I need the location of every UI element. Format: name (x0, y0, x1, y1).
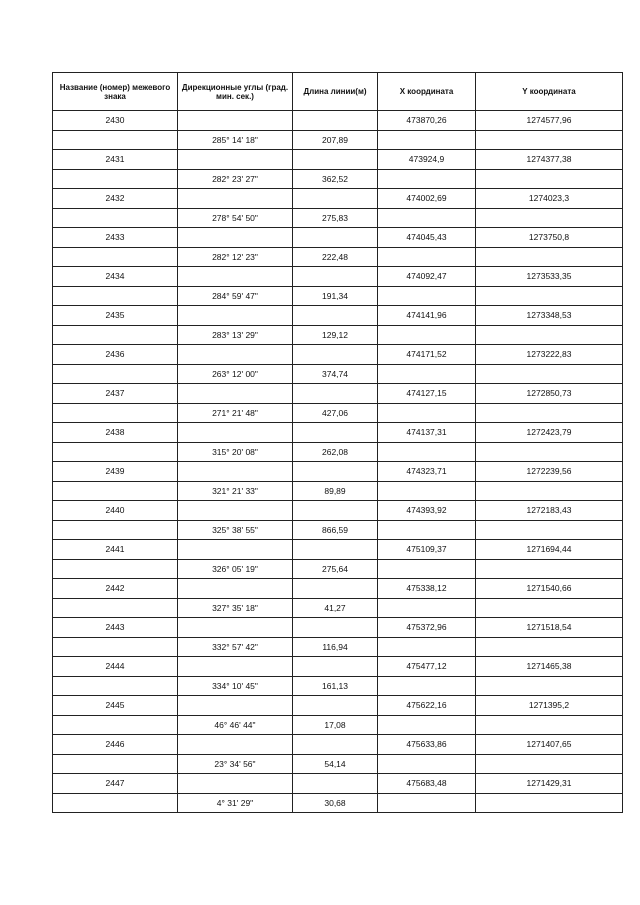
empty-x-cell (378, 130, 476, 150)
y-coordinate-cell: 1272850,73 (476, 384, 623, 404)
empty-y-cell (476, 364, 623, 384)
x-coordinate-cell: 474092,47 (378, 267, 476, 287)
empty-angle-cell (178, 657, 293, 677)
point-name-cell: 2444 (53, 657, 178, 677)
empty-x-cell (378, 676, 476, 696)
line-length-cell: 222,48 (293, 247, 378, 267)
x-coordinate-cell: 475109,37 (378, 540, 476, 560)
empty-x-cell (378, 559, 476, 579)
table-row-segment (53, 481, 623, 501)
empty-y-cell (476, 754, 623, 774)
empty-name-cell (53, 364, 178, 384)
empty-angle-cell (178, 540, 293, 560)
empty-y-cell (476, 247, 623, 267)
empty-name-cell (53, 559, 178, 579)
direction-angle-cell: 332° 57' 42" (178, 637, 293, 657)
empty-x-cell (378, 793, 476, 813)
direction-angle-cell: 46° 46' 44" (178, 715, 293, 735)
empty-angle-cell (178, 735, 293, 755)
y-coordinate-cell: 1273533,35 (476, 267, 623, 287)
y-coordinate-cell: 1272239,56 (476, 462, 623, 482)
x-coordinate-cell: 474393,92 (378, 501, 476, 521)
table-row-point (53, 735, 623, 755)
x-coordinate-cell: 475683,48 (378, 774, 476, 794)
point-name-cell: 2446 (53, 735, 178, 755)
table-row-segment (53, 325, 623, 345)
empty-length-cell (293, 228, 378, 248)
point-name-cell: 2433 (53, 228, 178, 248)
empty-length-cell (293, 111, 378, 131)
line-length-cell: 41,27 (293, 598, 378, 618)
empty-length-cell (293, 345, 378, 365)
empty-y-cell (476, 715, 623, 735)
empty-name-cell (53, 676, 178, 696)
direction-angle-cell: 283° 13' 29" (178, 325, 293, 345)
table-row-segment (53, 403, 623, 423)
empty-length-cell (293, 267, 378, 287)
direction-angle-cell: 23° 34' 56" (178, 754, 293, 774)
table-row-segment (53, 676, 623, 696)
empty-y-cell (476, 442, 623, 462)
line-length-cell: 427,06 (293, 403, 378, 423)
line-length-cell: 30,68 (293, 793, 378, 813)
x-coordinate-cell: 474137,31 (378, 423, 476, 443)
empty-y-cell (476, 598, 623, 618)
y-coordinate-cell: 1271540,66 (476, 579, 623, 599)
table-row-point (53, 657, 623, 677)
empty-name-cell (53, 325, 178, 345)
empty-y-cell (476, 481, 623, 501)
line-length-cell: 275,64 (293, 559, 378, 579)
empty-length-cell (293, 189, 378, 209)
empty-x-cell (378, 715, 476, 735)
direction-angle-cell: 284° 59' 47" (178, 286, 293, 306)
line-length-cell: 89,89 (293, 481, 378, 501)
empty-name-cell (53, 208, 178, 228)
direction-angle-cell: 282° 23' 27" (178, 169, 293, 189)
empty-x-cell (378, 481, 476, 501)
empty-x-cell (378, 754, 476, 774)
x-coordinate-cell: 473870,26 (378, 111, 476, 131)
point-name-cell: 2435 (53, 306, 178, 326)
empty-x-cell (378, 247, 476, 267)
table-row-point (53, 579, 623, 599)
x-coordinate-cell: 474045,43 (378, 228, 476, 248)
point-name-cell: 2442 (53, 579, 178, 599)
x-coordinate-cell: 474002,69 (378, 189, 476, 209)
empty-x-cell (378, 637, 476, 657)
point-name-cell: 2443 (53, 618, 178, 638)
x-coordinate-cell: 474323,71 (378, 462, 476, 482)
empty-angle-cell (178, 423, 293, 443)
empty-angle-cell (178, 579, 293, 599)
table-row-segment (53, 130, 623, 150)
empty-name-cell (53, 481, 178, 501)
x-coordinate-cell: 475372,96 (378, 618, 476, 638)
direction-angle-cell: 325° 38' 55" (178, 520, 293, 540)
direction-angle-cell: 285° 14' 18" (178, 130, 293, 150)
empty-y-cell (476, 676, 623, 696)
empty-name-cell (53, 754, 178, 774)
empty-name-cell (53, 286, 178, 306)
point-name-cell: 2441 (53, 540, 178, 560)
point-name-cell: 2438 (53, 423, 178, 443)
direction-angle-cell: 4° 31' 29" (178, 793, 293, 813)
table-row-point (53, 267, 623, 287)
empty-x-cell (378, 442, 476, 462)
empty-name-cell (53, 715, 178, 735)
point-name-cell: 2447 (53, 774, 178, 794)
header-line-length: Длина линии(м) (293, 73, 378, 111)
table-row-point (53, 501, 623, 521)
x-coordinate-cell: 475477,12 (378, 657, 476, 677)
empty-length-cell (293, 618, 378, 638)
empty-length-cell (293, 735, 378, 755)
y-coordinate-cell: 1271407,65 (476, 735, 623, 755)
line-length-cell: 207,89 (293, 130, 378, 150)
empty-angle-cell (178, 696, 293, 716)
x-coordinate-cell: 475622,16 (378, 696, 476, 716)
empty-x-cell (378, 598, 476, 618)
empty-angle-cell (178, 774, 293, 794)
empty-name-cell (53, 793, 178, 813)
point-name-cell: 2439 (53, 462, 178, 482)
table-row-point (53, 384, 623, 404)
y-coordinate-cell: 1271395,2 (476, 696, 623, 716)
empty-angle-cell (178, 111, 293, 131)
empty-angle-cell (178, 150, 293, 170)
empty-name-cell (53, 442, 178, 462)
table-row-segment (53, 364, 623, 384)
empty-x-cell (378, 364, 476, 384)
y-coordinate-cell: 1271694,44 (476, 540, 623, 560)
empty-y-cell (476, 520, 623, 540)
table-row-point (53, 189, 623, 209)
line-length-cell: 374,74 (293, 364, 378, 384)
point-name-cell: 2436 (53, 345, 178, 365)
empty-y-cell (476, 793, 623, 813)
empty-y-cell (476, 208, 623, 228)
x-coordinate-cell: 475633,86 (378, 735, 476, 755)
x-coordinate-cell: 474127,15 (378, 384, 476, 404)
line-length-cell: 362,52 (293, 169, 378, 189)
table-row-point (53, 540, 623, 560)
x-coordinate-cell: 473924,9 (378, 150, 476, 170)
line-length-cell: 129,12 (293, 325, 378, 345)
table-row-point (53, 345, 623, 365)
empty-length-cell (293, 657, 378, 677)
empty-angle-cell (178, 501, 293, 521)
table-row-segment (53, 169, 623, 189)
line-length-cell: 54,14 (293, 754, 378, 774)
empty-length-cell (293, 501, 378, 521)
y-coordinate-cell: 1272423,79 (476, 423, 623, 443)
table-header-row (53, 73, 623, 111)
y-coordinate-cell: 1273222,83 (476, 345, 623, 365)
empty-length-cell (293, 150, 378, 170)
empty-x-cell (378, 325, 476, 345)
y-coordinate-cell: 1272183,43 (476, 501, 623, 521)
table-row-point (53, 423, 623, 443)
empty-length-cell (293, 540, 378, 560)
table-row-point (53, 150, 623, 170)
point-name-cell: 2434 (53, 267, 178, 287)
empty-y-cell (476, 286, 623, 306)
empty-length-cell (293, 384, 378, 404)
y-coordinate-cell: 1271429,31 (476, 774, 623, 794)
y-coordinate-cell: 1274577,96 (476, 111, 623, 131)
point-name-cell: 2445 (53, 696, 178, 716)
line-length-cell: 17,08 (293, 715, 378, 735)
header-direction-angle: Дирекционные углы (град. мин. сек.) (178, 73, 293, 111)
empty-x-cell (378, 169, 476, 189)
table-row-point (53, 696, 623, 716)
empty-y-cell (476, 325, 623, 345)
table-row-segment (53, 208, 623, 228)
empty-length-cell (293, 774, 378, 794)
empty-y-cell (476, 130, 623, 150)
empty-length-cell (293, 306, 378, 326)
direction-angle-cell: 326° 05' 19" (178, 559, 293, 579)
x-coordinate-cell: 475338,12 (378, 579, 476, 599)
table-row-segment (53, 793, 623, 813)
direction-angle-cell: 282° 12' 23" (178, 247, 293, 267)
empty-angle-cell (178, 462, 293, 482)
point-name-cell: 2431 (53, 150, 178, 170)
line-length-cell: 275,83 (293, 208, 378, 228)
empty-x-cell (378, 286, 476, 306)
table-row-segment (53, 286, 623, 306)
empty-x-cell (378, 403, 476, 423)
direction-angle-cell: 321° 21' 33" (178, 481, 293, 501)
empty-y-cell (476, 169, 623, 189)
empty-angle-cell (178, 306, 293, 326)
empty-name-cell (53, 130, 178, 150)
empty-y-cell (476, 559, 623, 579)
table-row-point (53, 111, 623, 131)
empty-angle-cell (178, 189, 293, 209)
y-coordinate-cell: 1271518,54 (476, 618, 623, 638)
table-row-segment (53, 598, 623, 618)
table-row-segment (53, 520, 623, 540)
direction-angle-cell: 315° 20' 08" (178, 442, 293, 462)
direction-angle-cell: 327° 35' 18" (178, 598, 293, 618)
empty-name-cell (53, 403, 178, 423)
direction-angle-cell: 278° 54' 50" (178, 208, 293, 228)
empty-name-cell (53, 598, 178, 618)
table-row-segment (53, 247, 623, 267)
empty-name-cell (53, 520, 178, 540)
header-x-coordinate: X координата (378, 73, 476, 111)
empty-name-cell (53, 637, 178, 657)
direction-angle-cell: 263° 12' 00" (178, 364, 293, 384)
point-name-cell: 2440 (53, 501, 178, 521)
direction-angle-cell: 271° 21' 48" (178, 403, 293, 423)
y-coordinate-cell: 1273750,8 (476, 228, 623, 248)
table-row-point (53, 228, 623, 248)
boundary-coordinates-table (52, 72, 623, 813)
table-row-segment (53, 559, 623, 579)
empty-angle-cell (178, 384, 293, 404)
empty-length-cell (293, 423, 378, 443)
empty-y-cell (476, 637, 623, 657)
empty-angle-cell (178, 618, 293, 638)
empty-angle-cell (178, 228, 293, 248)
empty-x-cell (378, 208, 476, 228)
table-row-segment (53, 715, 623, 735)
empty-length-cell (293, 462, 378, 482)
table-row-segment (53, 754, 623, 774)
x-coordinate-cell: 474171,52 (378, 345, 476, 365)
y-coordinate-cell: 1273348,53 (476, 306, 623, 326)
empty-y-cell (476, 403, 623, 423)
line-length-cell: 191,34 (293, 286, 378, 306)
y-coordinate-cell: 1274023,3 (476, 189, 623, 209)
header-point-name: Название (номер) межевого знака (53, 73, 178, 111)
empty-angle-cell (178, 267, 293, 287)
empty-x-cell (378, 520, 476, 540)
empty-angle-cell (178, 345, 293, 365)
empty-name-cell (53, 247, 178, 267)
y-coordinate-cell: 1271465,38 (476, 657, 623, 677)
line-length-cell: 262,08 (293, 442, 378, 462)
line-length-cell: 161,13 (293, 676, 378, 696)
empty-length-cell (293, 579, 378, 599)
point-name-cell: 2432 (53, 189, 178, 209)
empty-length-cell (293, 696, 378, 716)
header-y-coordinate: Y координата (476, 73, 623, 111)
table-row-segment (53, 637, 623, 657)
empty-name-cell (53, 169, 178, 189)
table-row-point (53, 306, 623, 326)
table-row-segment (53, 442, 623, 462)
x-coordinate-cell: 474141,96 (378, 306, 476, 326)
point-name-cell: 2437 (53, 384, 178, 404)
y-coordinate-cell: 1274377,38 (476, 150, 623, 170)
table-row-point (53, 774, 623, 794)
line-length-cell: 866,59 (293, 520, 378, 540)
direction-angle-cell: 334° 10' 45" (178, 676, 293, 696)
table-body (53, 111, 623, 813)
table-row-point (53, 462, 623, 482)
table-row-point (53, 618, 623, 638)
point-name-cell: 2430 (53, 111, 178, 131)
line-length-cell: 116,94 (293, 637, 378, 657)
